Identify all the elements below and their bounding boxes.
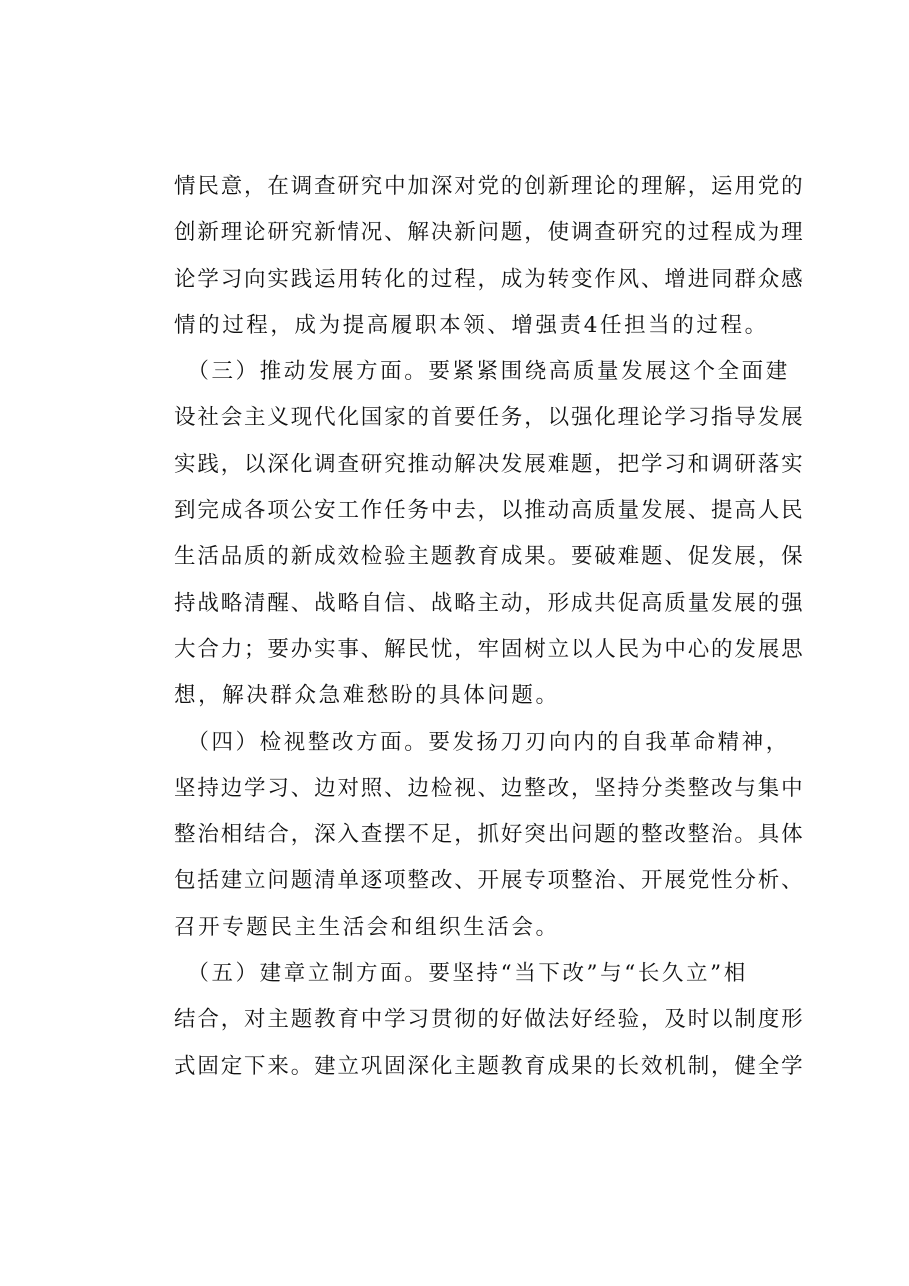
paragraph-line: 大合力；要办实事、解民忧，牢固树立以人民为中心的发展思 [174, 636, 805, 662]
paragraph-line: 持战略清醒、战略自信、战略主动，形成共促高质量发展的强 [174, 590, 805, 616]
paragraph-line: 情民意，在调查研究中加深对党的创新理论的理解，运用党的 [174, 174, 805, 199]
paragraph-line: 结合，对主题教育中学习贯彻的好做法好经验，及时以制度形 [174, 1007, 805, 1033]
paragraph-line: 设社会主义现代化国家的首要任务，以强化理论学习指导发展 [174, 405, 805, 431]
paragraph-line: 实践，以深化调查研究推动解决发展难题，把学习和调研落实 [174, 451, 805, 477]
section-heading-line: （三）推动发展方面。要紧紧围绕高质量发展这个全面建 [174, 359, 790, 385]
paragraph-line: 情的过程，成为提高履职本领、增强责4任担当的过程。 [174, 312, 769, 338]
paragraph-line: 坚持边学习、边对照、边检视、边整改，坚持分类整改与集中 [174, 775, 805, 801]
paragraph-line: 包括建立问题清单逐项整改、开展专项整治、开展党性分析、 [174, 868, 805, 894]
section-heading-line: （四）检视整改方面。要发扬刀刃向内的自我革命精神， [174, 729, 790, 755]
paragraph-line: 想，解决群众急难愁盼的具体问题。 [174, 683, 560, 709]
paragraph-line: 整治相结合，深入查摆不足，抓好突出问题的整改整治。具体 [174, 822, 805, 848]
document-body [174, 164, 804, 1090]
paragraph-line: 生活品质的新成效检验主题教育成果。要破难题、促发展，保 [174, 544, 805, 570]
paragraph-line: 式固定下来。建立巩固深化主题教育成果的长效机制，健全学 [174, 1053, 805, 1079]
paragraph-line: 召开专题民主生活会和组织生活会。 [174, 914, 560, 940]
paragraph-line: 到完成各项公安工作任务中去，以推动高质量发展、提高人民 [174, 498, 805, 524]
paragraph-line: 创新理论研究新情况、解决新问题，使调查研究的过程成为理 [174, 220, 805, 246]
section-heading-line: （五）建章立制方面。要坚持“当下改”与“长久立”相 [174, 961, 748, 987]
paragraph-line: 论学习向实践运用转化的过程，成为转变作风、增进同群众感 [174, 266, 805, 292]
